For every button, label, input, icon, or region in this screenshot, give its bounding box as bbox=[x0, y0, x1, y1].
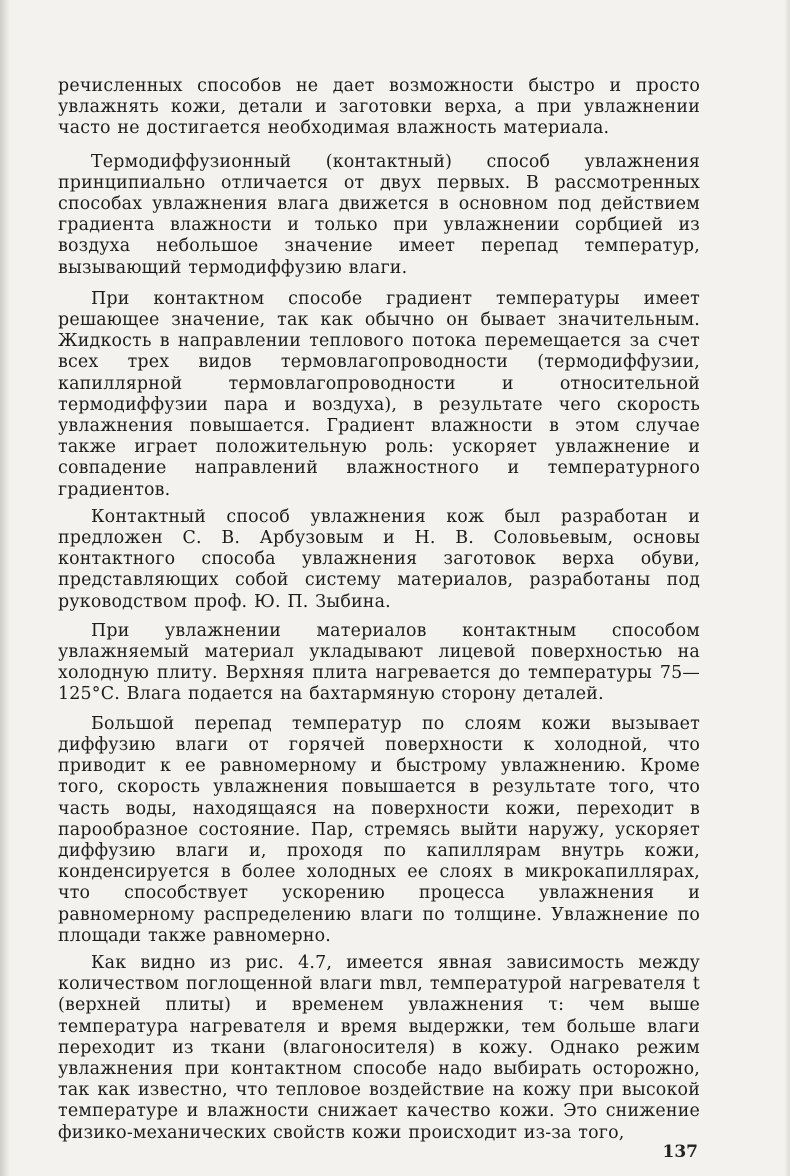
paragraph-4: Контактный способ увлажнения кож был разработан и предложен С. В. Арбузовым и Н. В. Соловьевым, основы контактного способа увлажнения заготовок верха обуви, представляющих собой систему материалов, разработаны под руководством проф. Ю. П. Зыбина. bbox=[58, 506, 700, 612]
page-number: 137 bbox=[662, 1142, 698, 1162]
paragraph-2: Термодиффузионный (контактный) способ увлажнения принципиально отличается от двух первых. В рассмотренных способах увлажнения влага движется в основном под действием градиента влажности и только при увлажнении сорбцией из воздуха небольшое значение имеет перепад температур, вызывающий термодиффузию влаги. bbox=[58, 151, 700, 278]
paragraph-3: При контактном способе градиент температуры имеет решающее значение, так как обычно он бывает значительным. Жидкость в направлении теплового потока перемещается за счет всех трех видов термовлагопроводности (термодиффузии, капиллярной термовлагопроводности и относительной термодиффузии пара и воздуха), в результате чего скорость увлажнения повышается. Градиент влажности в этом случае также играет положительную роль: ускоряет увлажнение и совпадение направлений влажностного и температурного градиентов. bbox=[58, 288, 700, 500]
page-body bbox=[58, 76, 700, 1144]
scan-right-edge bbox=[784, 0, 790, 1176]
scan-left-edge bbox=[0, 0, 10, 1176]
paragraph-5: При увлажнении материалов контактным способом увлажняемый материал укладывают лицевой поверхностью на холодную плиту. Верхняя плита нагревается до температуры 75—125°С. Влага подается на бахтармяную сторону деталей. bbox=[58, 620, 700, 705]
paragraph-1: речисленных способов не дает возможности быстро и просто увлажнять кожи, детали и заготовки верха, а при увлажнении часто не достигается необходимая влажность материала. bbox=[58, 76, 700, 139]
paragraph-6: Большой перепад температур по слоям кожи вызывает диффузию влаги от горячей поверхности к холодной, что приводит к ее равномерному и быстрому увлажнению. Кроме того, скорость увлажнения повышается в результате того, что часть воды, находящаяся на поверхности кожи, переходит в парообразное состояние. Пар, стремясь выйти наружу, ускоряет диффузию влаги и, проходя по капиллярам внутрь кожи, конденсируется в более холодных ее слоях в микрокапиллярах, что способствует ускорению процесса увлажнения и равномерному распределению влаги по толщине. Увлажнение по площади также равномерно. bbox=[58, 713, 700, 946]
paragraph-7: Как видно из рис. 4.7, имеется явная зависимость между количеством поглощенной влаги mвл, температурой нагревателя t (верхней плиты) и временем увлажнения τ: чем выше температура нагревателя и время выдержки, тем больше влаги переходит из ткани (влагоносителя) в кожу. Однако режим увлажнения при контактном способе надо выбирать осторожно, так как известно, что тепловое воздействие на кожу при высокой температуре и влажности снижает качество кожи. Это снижение физико-механических свойств кожи происходит из-за того, bbox=[58, 952, 700, 1143]
